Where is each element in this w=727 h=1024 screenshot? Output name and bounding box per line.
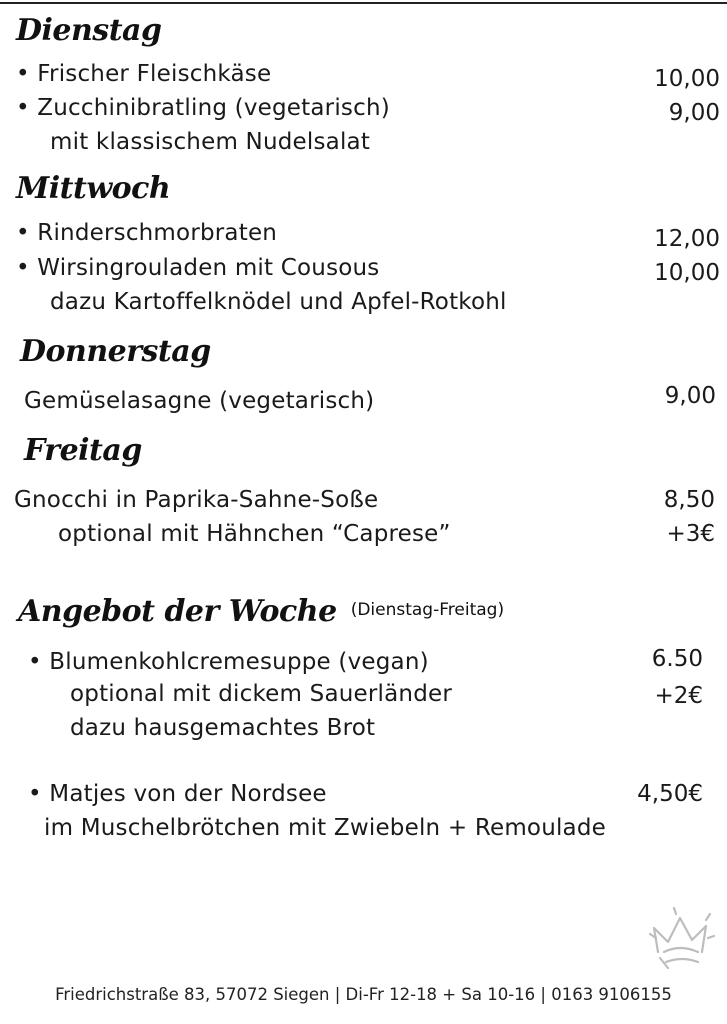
menu-item: Gemüselasagne (vegetarisch) — [24, 388, 375, 414]
menu-item: • Wirsingrouladen mit Cousous — [16, 255, 380, 281]
day-heading-mittwoch: Mittwoch — [16, 171, 171, 206]
crown-logo-icon — [640, 900, 720, 980]
weekly-offer-heading — [18, 593, 504, 635]
day-heading-donnerstag: Donnerstag — [20, 334, 211, 369]
day-heading-freitag: Freitag — [24, 433, 142, 468]
menu-item-detail: optional mit Hähnchen “Caprese” — [58, 521, 451, 547]
menu-item-price: 9,00 — [668, 100, 720, 126]
menu-item-detail: optional mit dickem Sauerländer — [70, 681, 452, 707]
menu-item: • Rinderschmorbraten — [16, 220, 278, 246]
menu-item: Gnocchi in Paprika-Sahne-Soße — [14, 487, 379, 513]
menu-item-price: +2€ — [654, 683, 703, 709]
weekly-offer-title: Angebot der Woche — [18, 594, 337, 629]
menu-item: • Frischer Fleischkäse — [16, 61, 272, 87]
menu-item-price: 4,50€ — [637, 781, 703, 807]
menu-item: • Zucchinibratling (vegetarisch) — [16, 95, 390, 121]
menu-item-price: +3€ — [666, 521, 715, 547]
menu-item-detail: mit klassischem Nudelsalat — [50, 129, 371, 155]
menu-item-detail: dazu hausgemachtes Brot — [70, 715, 376, 741]
menu-item-detail: dazu Kartoffelknödel und Apfel-Rotkohl — [50, 289, 507, 315]
menu-item-price: 9,00 — [664, 383, 716, 409]
menu-item-price: 6.50 — [651, 646, 703, 672]
menu-item: • Matjes von der Nordsee — [28, 781, 327, 807]
menu-item-detail: im Muschelbrötchen mit Zwiebeln + Remoulade — [44, 815, 607, 841]
menu-item-price: 10,00 — [654, 260, 720, 286]
day-heading-dienstag: Dienstag — [16, 13, 162, 48]
menu-item: • Blumenkohlcremesuppe (vegan) — [28, 649, 429, 675]
menu-item-price: 12,00 — [654, 226, 720, 252]
weekly-offer-subtitle: (Dienstag-Freitag) — [350, 600, 505, 620]
footer-address: Friedrichstraße 83, 57072 Siegen | Di-Fr 12-18 + Sa 10-16 | 0163 9106155 — [55, 985, 672, 1004]
top-rule — [0, 2, 727, 4]
menu-item-price: 10,00 — [654, 66, 720, 92]
menu-item-price: 8,50 — [663, 487, 715, 513]
